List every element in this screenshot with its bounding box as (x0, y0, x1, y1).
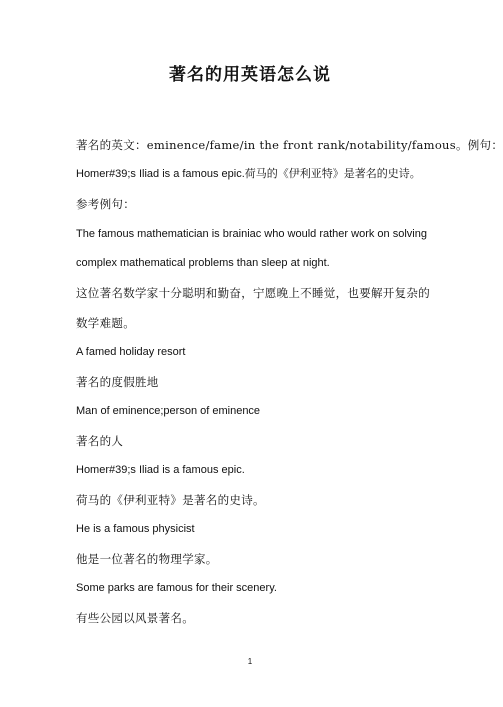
text-line: Homer#39;s Iliad is a famous epic.荷马的《伊利亚特》是著名的史诗。 (76, 168, 421, 180)
text-line: Man of eminence;person of eminence (76, 405, 261, 417)
text-line: Some parks are famous for their scenery. (76, 582, 277, 594)
text-line: He is a famous physicist (76, 523, 195, 535)
text-line: 有些公园以风景著名。 (76, 611, 194, 625)
text-line: 荷马的《伊利亚特》是著名的史诗。 (76, 493, 265, 507)
text-line: The famous mathematician is brainiac who would rather work on solving (76, 228, 427, 240)
text-line: 他是一位著名的物理学家。 (76, 552, 218, 566)
text-line: 参考例句： (76, 197, 135, 211)
text-line: A famed holiday resort (76, 346, 186, 358)
page-number: 1 (247, 657, 253, 666)
text-line: 数学难题。 (76, 316, 135, 330)
page-title: 著名的用英语怎么说 (169, 65, 331, 85)
text-line: complex mathematical problems than sleep at night. (76, 257, 330, 269)
text-line: Homer#39;s Iliad is a famous epic. (76, 464, 245, 476)
text-line: 著名的人 (76, 434, 124, 448)
text-line: 著名的度假胜地 (76, 375, 159, 389)
text-line: 这位著名数学家十分聪明和勤奋，宁愿晚上不睡觉，也要解开复杂的 (76, 286, 430, 300)
text-line: 著名的英文：eminence/fame/in the front rank/notability/famous。例句： (76, 138, 503, 152)
